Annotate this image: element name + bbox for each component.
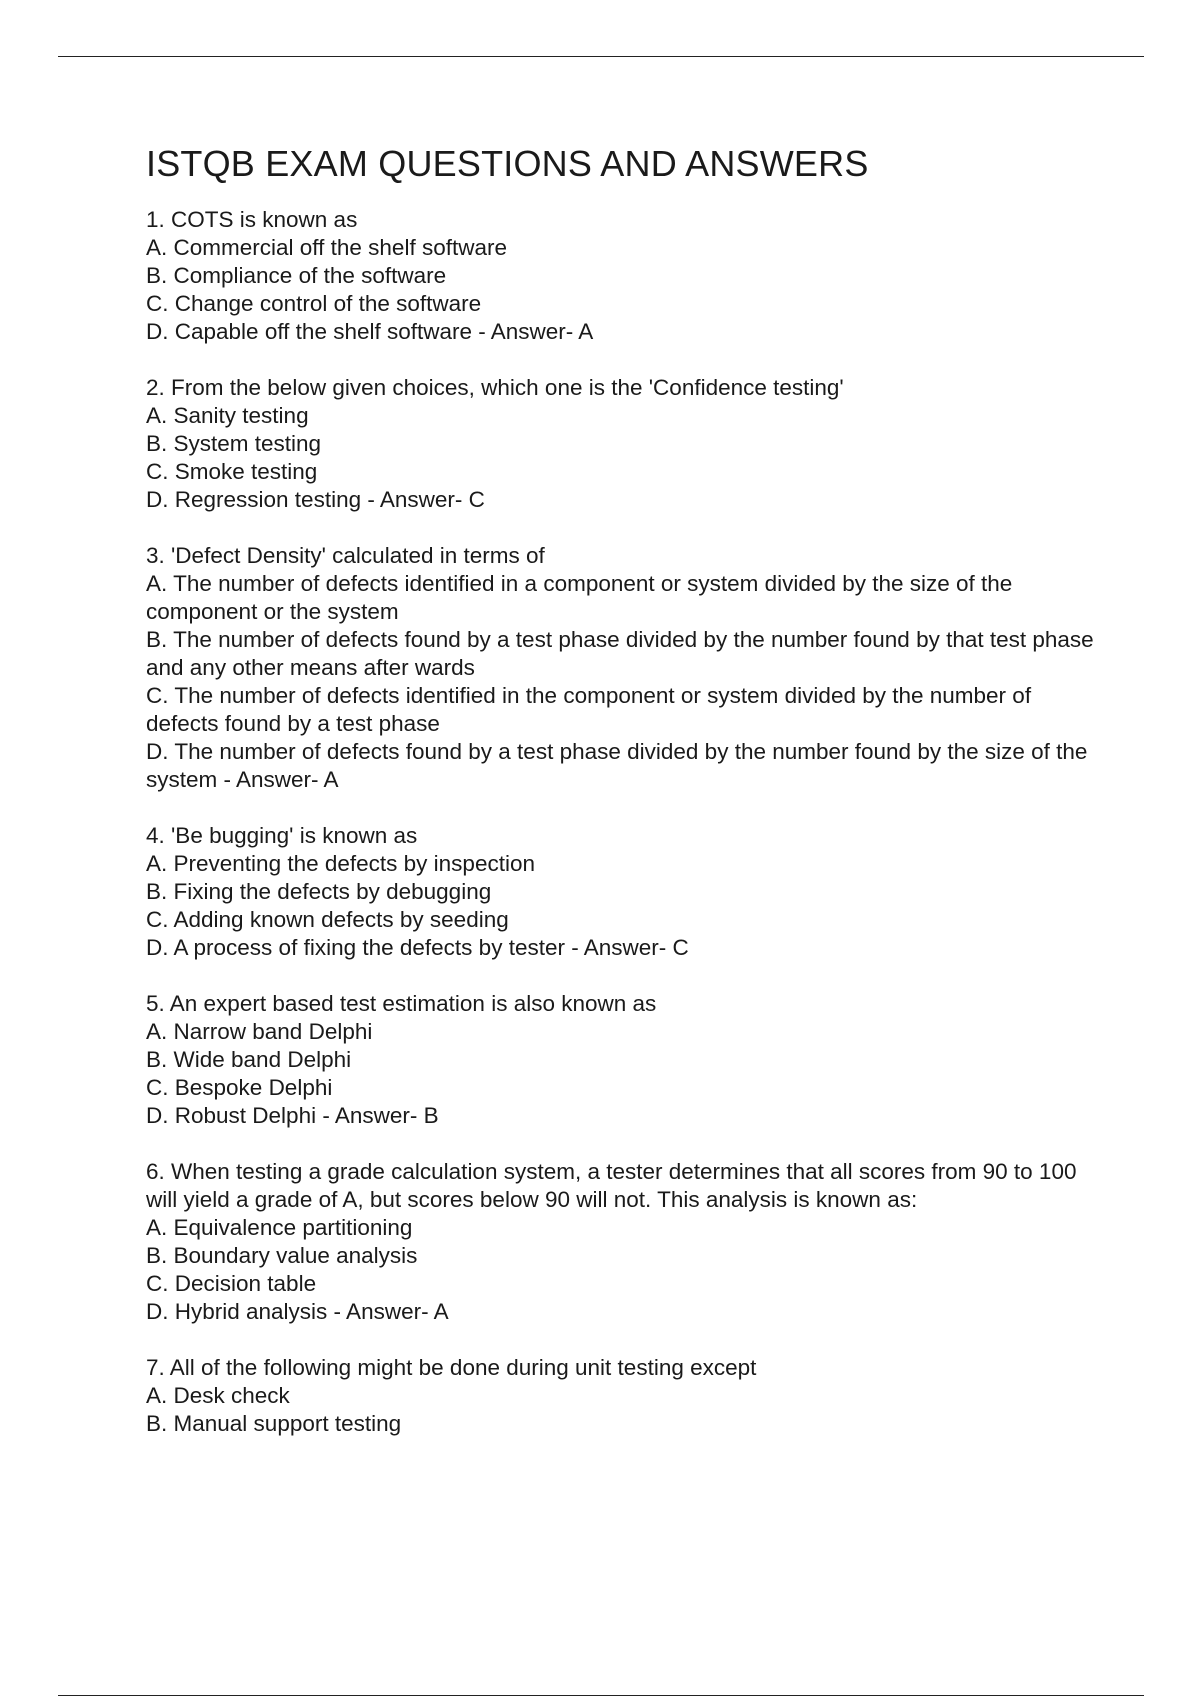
option-a: A. Equivalence partitioning — [146, 1215, 413, 1240]
option-b: B. Boundary value analysis — [146, 1243, 418, 1268]
question-1 — [146, 206, 1096, 346]
question-3 — [146, 542, 1096, 794]
option-c: C. Adding known defects by seeding — [146, 907, 509, 932]
option-b: B. Wide band Delphi — [146, 1047, 352, 1072]
question-2 — [146, 374, 1096, 514]
option-b: B. The number of defects found by a test phase divided by the number found by that test phase and any other means after wards — [146, 627, 1094, 680]
option-b: B. Compliance of the software — [146, 263, 447, 288]
bottom-rule — [58, 1695, 1144, 1696]
option-d: D. Regression testing - Answer- C — [146, 487, 485, 512]
option-a: A. Narrow band Delphi — [146, 1019, 373, 1044]
question-stem: 3. 'Defect Density' calculated in terms of — [146, 543, 545, 568]
option-a: A. Preventing the defects by inspection — [146, 851, 535, 876]
option-c: C. Bespoke Delphi — [146, 1075, 333, 1100]
option-a: A. Sanity testing — [146, 403, 309, 428]
option-d: D. The number of defects found by a test phase divided by the number found by the size of the system - Answer- A — [146, 739, 1088, 792]
option-a: A. The number of defects identified in a component or system divided by the size of the component or the system — [146, 571, 1013, 624]
question-stem: 4. 'Be bugging' is known as — [146, 823, 418, 848]
document-body — [146, 142, 1096, 1466]
question-stem: 5. An expert based test estimation is also known as — [146, 991, 657, 1016]
option-c: C. Decision table — [146, 1271, 317, 1296]
question-6 — [146, 1158, 1096, 1326]
option-b: B. Fixing the defects by debugging — [146, 879, 492, 904]
option-d: D. Robust Delphi - Answer- B — [146, 1103, 439, 1128]
option-d: D. Capable off the shelf software - Answer- A — [146, 319, 594, 344]
question-7 — [146, 1354, 1096, 1438]
question-stem: 2. From the below given choices, which one is the 'Confidence testing' — [146, 375, 844, 400]
option-a: A. Desk check — [146, 1383, 290, 1408]
question-4 — [146, 822, 1096, 962]
option-c: C. The number of defects identified in the component or system divided by the number of defects found by a test phase — [146, 683, 1032, 736]
top-rule — [58, 56, 1144, 57]
option-c: C. Smoke testing — [146, 459, 318, 484]
option-b: B. Manual support testing — [146, 1411, 402, 1436]
question-stem: 1. COTS is known as — [146, 207, 358, 232]
question-stem: 6. When testing a grade calculation system, a tester determines that all scores from 90 to 100 will yield a grade of A, but scores below 90 will not. This analysis is known as: — [146, 1159, 1077, 1212]
question-5 — [146, 990, 1096, 1130]
option-d: D. A process of fixing the defects by tester - Answer- C — [146, 935, 689, 960]
option-c: C. Change control of the software — [146, 291, 482, 316]
option-d: D. Hybrid analysis - Answer- A — [146, 1299, 449, 1324]
question-stem: 7. All of the following might be done during unit testing except — [146, 1355, 757, 1380]
option-b: B. System testing — [146, 431, 322, 456]
option-a: A. Commercial off the shelf software — [146, 235, 507, 260]
document-title: ISTQB EXAM QUESTIONS AND ANSWERS — [146, 143, 869, 184]
